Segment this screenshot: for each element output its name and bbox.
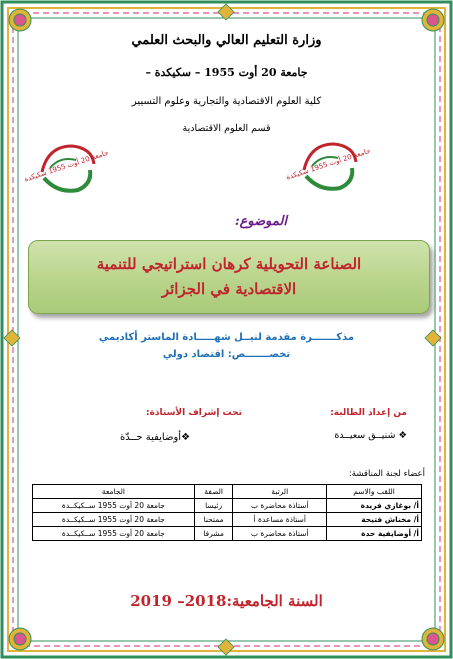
committee-label: أعضاء لجنة المناقشة: [348,469,425,479]
thesis-title-box [28,240,430,314]
member-rank: أستاذة محاضرة ب [233,527,327,541]
member-name: أ/ بوغازي فريدة [327,499,422,513]
supervisor-name: ❖أوضايفية حــدّة [120,432,191,443]
academic-year: السنة الجامعية:2018– 2019 [130,592,323,610]
university-logo-left [23,138,110,200]
header-role: الصفة [194,485,233,499]
university-name: جامعة 20 أوت 1955 – سكيكدة – [145,66,308,79]
faculty-name: كلية العلوم الاقتصادية والتجارية وعلوم التسيير [131,96,322,107]
member-university: جامعة 20 أوت 1955 ســكيكــدة [33,527,195,541]
committee-table [32,484,422,541]
thesis-title-line-1: الصناعة التحويلية كرهان استراتيجي للتنمية [96,255,362,273]
specialization: تخصـــــــص: اقتصاد دولي [162,349,291,360]
table-row [33,513,422,527]
prepared-by-label: من إعداد الطالبة: [330,408,407,418]
member-rank: أستاذة مساعدة أ [233,513,327,527]
memo-description: مذكـــــــرة مقدمة لنيــل شهـــــادة الماستر أكاديمي [98,332,355,343]
header-university: الجامعة [33,485,195,499]
corner-ornament-top-left [9,9,31,31]
member-university: جامعة 20 أوت 1955 ســكيكــدة [33,513,195,527]
member-role: رئيسا [194,499,233,513]
thesis-title-line-2: الاقتصادية في الجزائر [161,280,297,298]
ministry-title: وزارة التعليم العالي والبحث العلمي [131,33,322,48]
corner-ornament-bottom-right [422,628,444,650]
supervised-by-label: تحت إشراف الأستاذة: [146,408,242,418]
corner-ornament-bottom-left [9,628,31,650]
student-name: ❖ شنيــق سعيــدة [334,430,407,441]
table-row [33,527,422,541]
member-role: مشرفا [194,527,233,541]
member-name: أ/ مخناش فتيحة [327,513,422,527]
university-logo-right [285,136,372,198]
member-university: جامعة 20 أوت 1955 ســكيكــدة [33,499,195,513]
member-rank: أستاذة محاضرة ب [233,499,327,513]
header-name: اللقب والاسم [327,485,422,499]
department-name: قسم العلوم الاقتصادية [182,123,271,134]
member-name: أ/ أوضايفية حدة [327,527,422,541]
header-rank: الرتبة [233,485,327,499]
table-row [33,499,422,513]
svg-text:جامعة 20 أوت 1955 سكيكدة: جامعة 20 أوت 1955 سكيكدة [285,146,372,182]
table-header-row [33,485,422,499]
corner-ornament-top-right [422,9,444,31]
topic-label: الموضوع: [234,214,287,229]
svg-text:جامعة 20 أوت 1955 سكيكدة: جامعة 20 أوت 1955 سكيكدة [23,148,110,184]
member-role: ممتحنا [194,513,233,527]
